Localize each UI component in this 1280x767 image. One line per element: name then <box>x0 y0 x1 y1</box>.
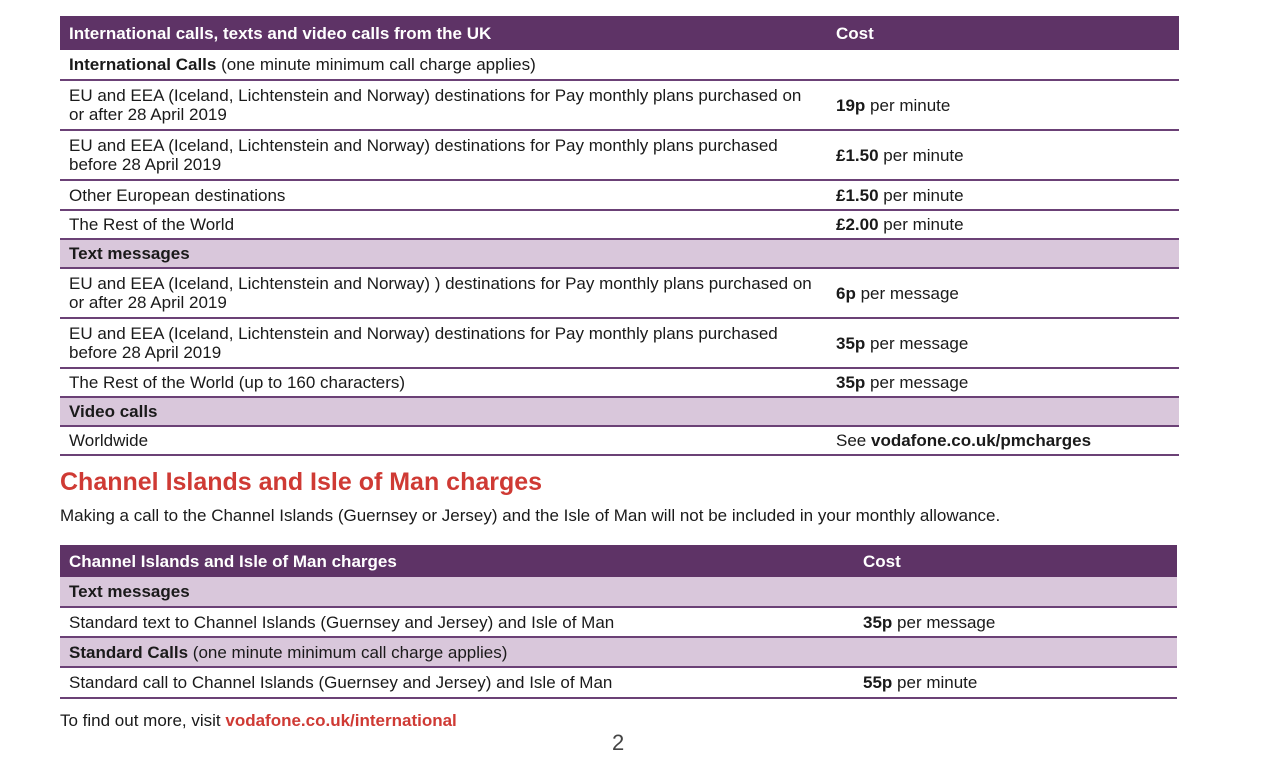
price-unit: per minute <box>870 95 951 115</box>
row-label: EU and EEA (Iceland, Lichtenstein and Norway) destinations for Pay monthly plans purchased before 28 April 2019 <box>60 318 827 368</box>
row-label: Other European destinations <box>60 180 827 210</box>
section-title: Video calls <box>60 397 1179 426</box>
table-row <box>60 130 1179 180</box>
table-row <box>60 368 1179 397</box>
price-unit: per minute <box>883 215 964 234</box>
find-out-more-text: To find out more, visit <box>60 711 221 730</box>
price-unit: per message <box>897 612 996 632</box>
see-prefix: See <box>836 431 867 450</box>
section-note: (one minute minimum call charge applies) <box>192 642 508 662</box>
row-label: EU and EEA (Iceland, Lichtenstein and Norway) destinations for Pay monthly plans purchased on or after 28 April 2019 <box>60 80 827 130</box>
cost-column-header: Cost <box>827 16 1179 50</box>
table-row <box>60 268 1179 318</box>
price: £2.00 <box>836 215 879 234</box>
price-unit: per minute <box>883 185 964 205</box>
section-row-standard-calls <box>60 637 1177 667</box>
table-row <box>60 80 1179 130</box>
section-row-video-calls <box>60 397 1179 426</box>
price-unit: per message <box>870 333 969 353</box>
price-unit: per message <box>860 283 959 303</box>
row-label: EU and EEA (Iceland, Lichtenstein and Norway) ) destinations for Pay monthly plans purchased on or after 28 April 2019 <box>60 268 827 318</box>
price: £1.50 <box>836 185 879 205</box>
row-cost <box>827 180 1179 210</box>
price: 55p <box>863 673 893 692</box>
section-title: Standard Calls <box>69 642 189 662</box>
row-cost <box>827 426 1179 455</box>
section-title: Text messages <box>60 239 1179 268</box>
cost-column-header: Cost <box>854 545 1177 577</box>
section-note: (one minute minimum call charge applies) <box>221 55 536 74</box>
section-row-international-calls <box>60 50 1179 80</box>
price: 6p <box>836 283 856 303</box>
row-cost <box>827 80 1179 130</box>
price-unit: per message <box>870 373 969 392</box>
international-charges-table <box>60 16 1179 456</box>
table-row <box>60 607 1177 637</box>
table-row <box>60 210 1179 239</box>
row-cost <box>854 667 1177 698</box>
price: 35p <box>836 373 866 392</box>
table-row <box>60 180 1179 210</box>
table-header-row <box>60 545 1177 577</box>
section-title: Text messages <box>60 577 1177 607</box>
price: 35p <box>836 333 866 353</box>
table-row <box>60 426 1179 455</box>
channel-islands-heading: Channel Islands and Isle of Man charges <box>60 468 543 496</box>
item-column-header: International calls, texts and video calls from the UK <box>60 16 827 50</box>
section-row-text-messages <box>60 577 1177 607</box>
row-cost <box>827 318 1179 368</box>
channel-islands-table <box>60 545 1177 699</box>
row-label: EU and EEA (Iceland, Lichtenstein and Norway) destinations for Pay monthly plans purchased before 28 April 2019 <box>60 130 827 180</box>
row-label: Worldwide <box>60 426 827 455</box>
section-row-text-messages <box>60 239 1179 268</box>
table-row <box>60 667 1177 698</box>
table-row <box>60 318 1179 368</box>
price: 19p <box>836 95 866 115</box>
table-header-row <box>60 16 1179 50</box>
row-cost <box>827 210 1179 239</box>
price: £1.50 <box>836 145 879 165</box>
section-title: International Calls <box>69 55 217 74</box>
price-unit: per minute <box>883 145 964 165</box>
row-label: The Rest of the World <box>60 210 827 239</box>
find-out-more <box>60 710 457 732</box>
row-label: Standard call to Channel Islands (Guernsey and Jersey) and Isle of Man <box>60 667 854 698</box>
pmcharges-link[interactable]: vodafone.co.uk/pmcharges <box>870 431 1092 450</box>
international-link[interactable]: vodafone.co.uk/international <box>225 711 457 730</box>
price: 35p <box>863 612 893 632</box>
row-cost <box>827 368 1179 397</box>
row-cost <box>827 268 1179 318</box>
price-unit: per minute <box>897 673 978 692</box>
row-label: The Rest of the World (up to 160 characters) <box>60 368 827 397</box>
page-number: 2 <box>612 730 625 755</box>
row-cost <box>854 607 1177 637</box>
row-label: Standard text to Channel Islands (Guernsey and Jersey) and Isle of Man <box>60 607 854 637</box>
channel-islands-intro: Making a call to the Channel Islands (Guernsey or Jersey) and the Isle of Man will not be included in your monthly allowance. <box>60 506 1001 525</box>
item-column-header: Channel Islands and Isle of Man charges <box>60 545 854 577</box>
row-cost <box>827 130 1179 180</box>
